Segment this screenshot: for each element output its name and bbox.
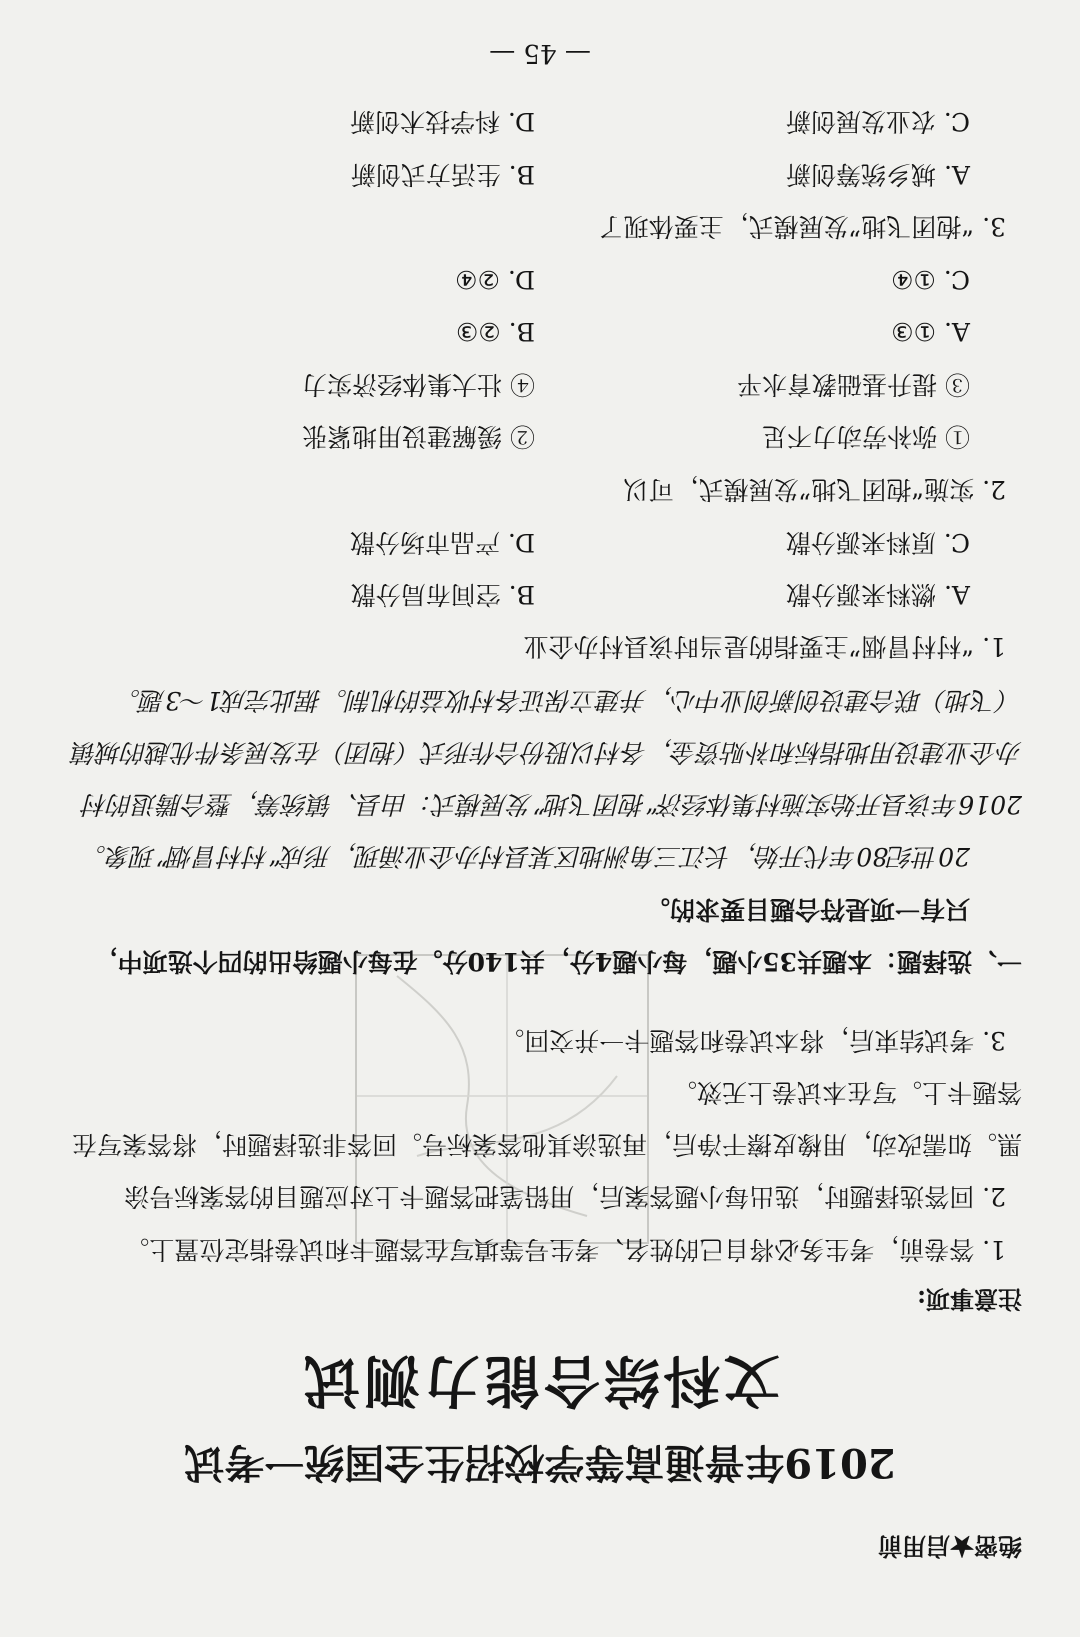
q2-stem: 2. 实施“抱团飞地”发展模式，可以 — [623, 475, 1006, 504]
q3-option-c: C. 农业发展创新 — [785, 107, 970, 136]
q1-option-a: A. 燃料来源分散 — [786, 580, 970, 609]
passage-line-1: 20世纪80年代开始，长江三角洲地区某县村办企业涌现，形成“村村冒烟”现象。 — [80, 842, 970, 871]
notice-item-2-line-1: 2. 回答选择题时，选出每小题答案后，用铅笔把答题卡上对应题目的答案标号涂 — [124, 1182, 1006, 1211]
q1-stem: 1. “村村冒烟”主要指的是当时该县村办企业 — [523, 632, 1006, 661]
section-instruction-line-2: 只有一项是符合题目要求的。 — [644, 895, 970, 924]
q2-statement-3: ③ 提升基础教育水平 — [737, 370, 970, 399]
passage-line-4: （飞地）联合建设创新创业中心，并建立保证各村收益的机制。据此完成1～3题。 — [115, 686, 1022, 715]
q3-option-b: B. 生活方式创新 — [350, 160, 535, 189]
notice-item-3: 3. 考试结束后，将本试卷和答题卡一并交回。 — [499, 1026, 1006, 1055]
q2-option-b: B. ②③ — [455, 317, 535, 346]
section-instruction-line-1: 一、选择题：本题共35小题，每小题4分，共140分。在每小题给出的四个选项中， — [92, 947, 1022, 976]
q3-option-a: A. 城乡统筹创新 — [786, 160, 970, 189]
q2-option-a: A. ①③ — [891, 317, 970, 346]
q1-option-d: D. 产品市场分散 — [349, 528, 535, 557]
q2-statement-2: ② 缓解建设用地紧张 — [302, 422, 535, 451]
paper-title: 文科综合能力测试 — [300, 1347, 780, 1413]
q2-statement-4: ④ 壮大集体经济实力 — [302, 370, 535, 399]
q1-option-b: B. 空间布局分散 — [350, 580, 535, 609]
notice-heading: 注意事项: — [917, 1285, 1022, 1314]
notice-item-1: 1. 答卷前，考生务必将自己的姓名、考生号等填写在答题卡和试卷指定位置上。 — [124, 1235, 1006, 1264]
q2-option-d: D. ②④ — [455, 265, 535, 294]
passage-line-3: 办企业建设用地指标和补贴资金，各村以股份合作形式（抱团）在发展条件优越的城镇 — [71, 738, 1022, 767]
notice-item-2-line-3: 答题卡上。写在本试卷上无效。 — [671, 1078, 1022, 1107]
q3-option-d: D. 科学技术创新 — [349, 107, 535, 136]
secret-label: 绝密★启用前 — [878, 1532, 1022, 1561]
q2-statement-1: ① 弥补劳动力不足 — [762, 422, 970, 451]
q2-option-c: C. ①④ — [891, 265, 970, 294]
q1-option-c: C. 原料来源分散 — [785, 528, 970, 557]
q3-stem: 3. “抱团飞地”发展模式，主要体现了 — [598, 212, 1006, 241]
exam-title: 2019年普通高等学校招生全国统一考试 — [184, 1439, 896, 1486]
page-number: — 45 — — [489, 38, 591, 68]
passage-line-2: 2016年该县开始实施村集体经济“抱团飞地”发展模式：由县、镇统筹，整合腾退的村 — [82, 790, 1022, 819]
notice-item-2-line-2: 黑。如需改动，用橡皮擦干净后，再选涂其他答案标号。回答非选择题时，将答案写在 — [71, 1130, 1022, 1159]
